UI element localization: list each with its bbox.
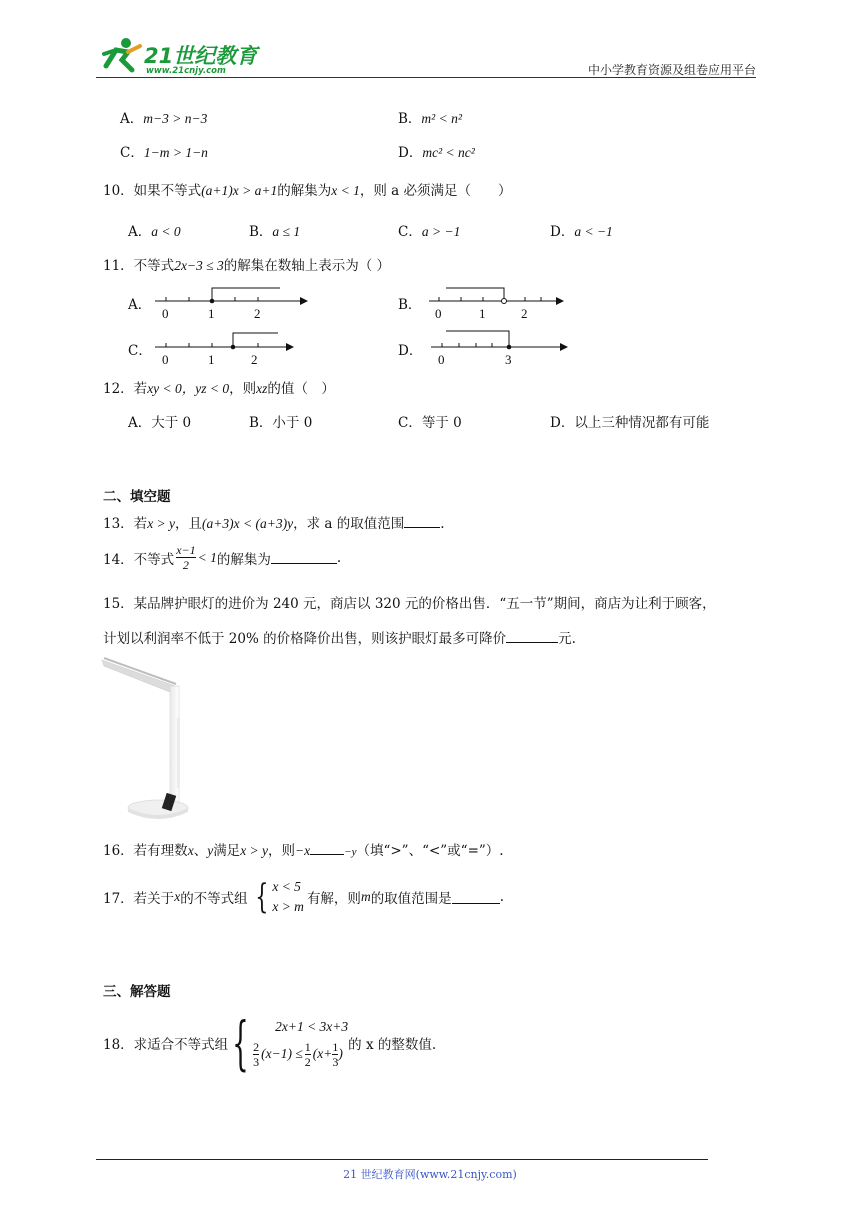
q11-option-a-label: A． xyxy=(128,297,152,313)
header-rule xyxy=(96,77,756,78)
tick-0: 0 xyxy=(162,306,169,321)
q11-number-line-a xyxy=(150,282,310,322)
q11-option-d-label: D． xyxy=(398,343,423,359)
tick-2: 2 xyxy=(254,306,261,321)
q18-system: 2x+1 < 3x+3 $\frac{2}{3}$ (x−1) ≤ $\frac{1}{2}$ (x+ $\frac{1}{3}$ ) xyxy=(253,1018,349,1069)
logo-url: www.21cnjy.com xyxy=(146,66,226,76)
q11-number-line-b xyxy=(426,282,576,322)
tick-2: 2 xyxy=(251,352,258,367)
q15-line1: 15．某品牌护眼灯的进价为 240 元，商店以 320 元的价格出售．“五一节”期间，商店为让利于顾客， xyxy=(103,596,716,612)
logo-text: 21世纪教育 xyxy=(144,44,258,68)
q12-option-a: A．大于 0 xyxy=(128,415,192,431)
runner-logo-icon xyxy=(96,36,144,76)
footer-rule xyxy=(96,1159,708,1160)
tick-1: 1 xyxy=(208,352,215,367)
q9-option-b: B．m² < n² xyxy=(398,111,462,127)
section-solve-title: 三、解答题 xyxy=(103,984,171,1000)
q17-system: { x < 5 x > m xyxy=(255,877,304,917)
q10-stem: 10．如果不等式(a+1)x > a+1的解集为x < 1，则 a 必须满足（ ） xyxy=(103,183,512,199)
q14-fraction: $\frac{x-1}{2}$ xyxy=(176,543,196,572)
q12-stem: 12．若xy < 0，yz < 0，则xz的值（ ） xyxy=(103,381,335,397)
q11-stem: 11．不等式2x−3 ≤ 3的解集在数轴上表示为（ ） xyxy=(103,258,390,274)
q18: 18．求适合不等式组 { 2x+1 < 3x+3 $\frac{2}{3}$ (x−1) ≤ $\frac{1}{2}$ (x+ $\frac{1}{3}$ ) 的 x 的整数值. xyxy=(103,1009,437,1077)
q15-line2: 计划以利润率不低于 20% 的价格降价出售，则该护眼灯最多可降价 元. xyxy=(103,631,576,647)
q10-option-b: B．a ≤ 1 xyxy=(249,224,301,240)
tick-3: 3 xyxy=(505,352,512,367)
q12-option-d: D．以上三种情况都有可能 xyxy=(550,415,710,431)
q13-answer-blank[interactable] xyxy=(404,515,440,528)
q9-option-d: D．mc² < nc² xyxy=(398,145,475,161)
q11-number-line-c xyxy=(150,328,300,368)
q9-option-c: C．1−m > 1−n xyxy=(120,145,208,161)
footer-text: 21 世纪教育网(www.21cnjy.com) xyxy=(343,1168,517,1181)
tick-2: 2 xyxy=(521,306,528,321)
q12-option-c: C．等于 0 xyxy=(398,415,462,431)
q16: 16．若有理数x、y满足x > y，则−x −y（填“>”、“<”或“=”）. xyxy=(103,843,504,859)
q9-option-a: A．m−3 > n−3 xyxy=(120,111,208,127)
section-fill-in-title: 二、填空题 xyxy=(103,489,171,505)
desk-lamp-image xyxy=(100,656,195,824)
q17: 17．若关于 x 的不等式组 { x < 5 x > m 有解，则 m 的取值范围是 . xyxy=(103,877,504,917)
q15-answer-blank[interactable] xyxy=(506,630,558,643)
q10-option-a: A．a < 0 xyxy=(128,224,181,240)
q11-option-b-label: B． xyxy=(398,297,422,313)
q11-number-line-d xyxy=(426,326,576,368)
header-right-text: 中小学教育资源及组卷应用平台 xyxy=(587,63,756,77)
tick-0: 0 xyxy=(435,306,442,321)
logo xyxy=(96,36,266,80)
q13: 13．若x > y，且(a+3)x < (a+3)y，求 a 的取值范围 . xyxy=(103,516,445,532)
q17-answer-blank[interactable] xyxy=(452,891,500,904)
tick-0: 0 xyxy=(162,352,169,367)
q16-answer-blank[interactable] xyxy=(310,842,344,855)
q10-option-d: D．a < −1 xyxy=(550,224,613,240)
tick-1: 1 xyxy=(479,306,486,321)
q10-option-c: C．a > −1 xyxy=(398,224,461,240)
q12-option-b: B．小于 0 xyxy=(249,415,313,431)
q11-option-c-label: C． xyxy=(128,343,152,359)
tick-0: 0 xyxy=(438,352,445,367)
tick-1: 1 xyxy=(208,306,215,321)
q14: 14．不等式 $\frac{x-1}{2}$ < 1 的解集为 . xyxy=(103,543,342,572)
q14-answer-blank[interactable] xyxy=(271,551,337,564)
